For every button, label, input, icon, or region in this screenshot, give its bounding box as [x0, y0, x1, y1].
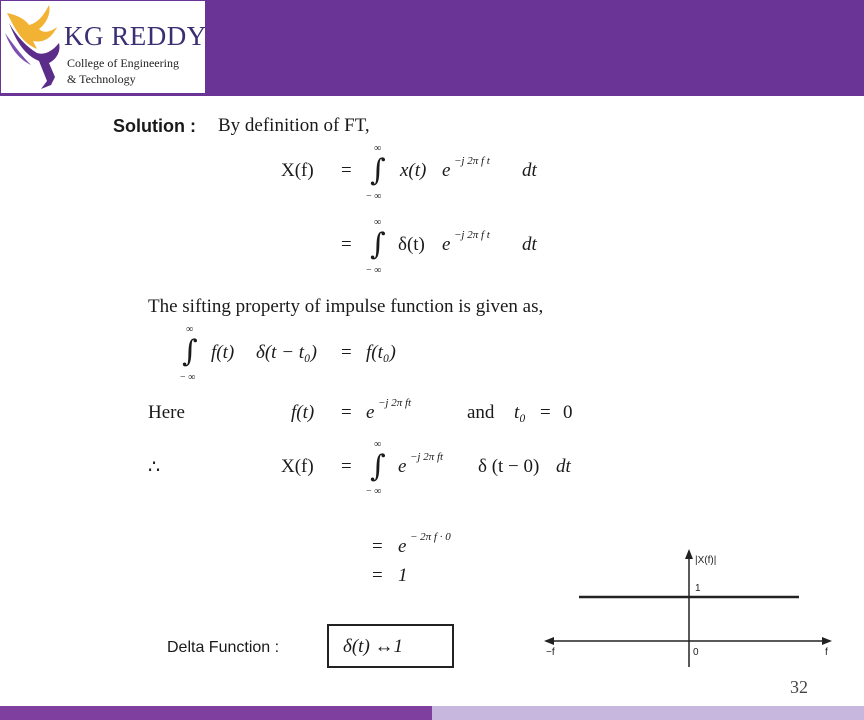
- eq3-exp-base: e: [398, 456, 407, 477]
- neg-f-label: −f: [546, 647, 555, 658]
- logo-sub-line1: College of Engineering: [67, 56, 179, 70]
- here-f: f(t): [291, 402, 315, 423]
- here-exp-base: e: [366, 402, 375, 423]
- eq3-lhs: X(f): [281, 456, 314, 477]
- logo-name: KG REDDY: [64, 21, 207, 51]
- sift-upper-limit: ∞: [186, 324, 194, 335]
- logo-sub-line2: & Technology: [67, 72, 136, 86]
- footer-bar-light: [432, 706, 864, 720]
- here-and: and: [467, 402, 495, 423]
- eq3-integral-sign: ∫: [370, 449, 386, 484]
- eq1-equals: =: [341, 160, 352, 181]
- y-axis-label: |X(f)|: [695, 555, 717, 566]
- eq3-lower-limit: − ∞: [366, 486, 382, 497]
- level-label: 1: [695, 583, 701, 594]
- eq2-integrand: δ(t): [398, 234, 425, 255]
- here-equals-2: =: [540, 402, 551, 423]
- sift-integral-sign: ∫: [182, 334, 198, 369]
- page-number: 32: [790, 677, 808, 697]
- here-exponent: −j 2π ft: [378, 397, 412, 409]
- eq1-dt: dt: [522, 160, 537, 181]
- sift-f: f(t): [211, 342, 235, 363]
- eq2-exponent: −j 2π f t: [454, 229, 490, 241]
- college-logo: [0, 0, 206, 94]
- solution-text: By definition of FT,: [218, 115, 370, 136]
- eq3-equals: =: [341, 456, 352, 477]
- eq4-base: e: [398, 536, 407, 557]
- spectrum-plot: [540, 545, 840, 675]
- eq1-lower-limit: − ∞: [366, 191, 382, 202]
- eq3-exponent: −j 2π ft: [410, 451, 444, 463]
- eq5-value: 1: [398, 565, 408, 586]
- eq2-integral-sign: ∫: [370, 227, 386, 262]
- origin-label: 0: [693, 647, 699, 658]
- here-t0: t₀: [514, 402, 526, 423]
- eq4-equals: =: [372, 536, 383, 557]
- eq2-equals: =: [341, 234, 352, 255]
- eq3-dt: dt: [556, 456, 571, 477]
- solution-label: Solution :: [113, 116, 196, 136]
- eq1-exponent: −j 2π f t: [454, 155, 490, 167]
- eq1-exp-base: e: [442, 160, 451, 181]
- eq2-exp-base: e: [442, 234, 451, 255]
- eq2-upper-limit: ∞: [374, 217, 382, 228]
- sift-rhs: f(t₀): [366, 342, 396, 363]
- eq4-exponent: − 2π f · 0: [410, 531, 451, 543]
- delta-result-box: [327, 624, 454, 668]
- sifting-text: The sifting property of impulse function is given as,: [148, 296, 544, 317]
- x-axis-right-arrow: [822, 637, 832, 645]
- eq3-delta: δ (t − 0): [478, 456, 540, 477]
- eq1-integrand: x(t): [400, 160, 427, 181]
- eq2-lower-limit: − ∞: [366, 265, 382, 276]
- eq1-integral-sign: ∫: [370, 153, 386, 188]
- x-axis-left-arrow: [544, 637, 554, 645]
- eq1-upper-limit: ∞: [374, 143, 382, 154]
- eq2-dt: dt: [522, 234, 537, 255]
- eq3-upper-limit: ∞: [374, 439, 382, 450]
- footer-bar-dark: [0, 706, 432, 720]
- sift-lower-limit: − ∞: [180, 372, 196, 383]
- delta-function-label: Delta Function :: [167, 639, 280, 656]
- eagle-icon: [3, 3, 63, 91]
- delta-result-text: δ(t) ↔1: [343, 636, 404, 657]
- pos-f-label: f: [825, 647, 828, 658]
- sift-equals: =: [341, 342, 352, 363]
- sift-delta: δ(t − t₀): [256, 342, 317, 363]
- here-zero: 0: [563, 402, 573, 423]
- logo-subtitle: [67, 55, 179, 87]
- y-axis-arrow: [685, 549, 693, 559]
- here-equals: =: [341, 402, 352, 423]
- here-label: Here: [148, 402, 185, 423]
- therefore-symbol: ∴: [148, 457, 161, 478]
- eq5-equals: =: [372, 565, 383, 586]
- eq1-lhs: X(f): [281, 160, 314, 181]
